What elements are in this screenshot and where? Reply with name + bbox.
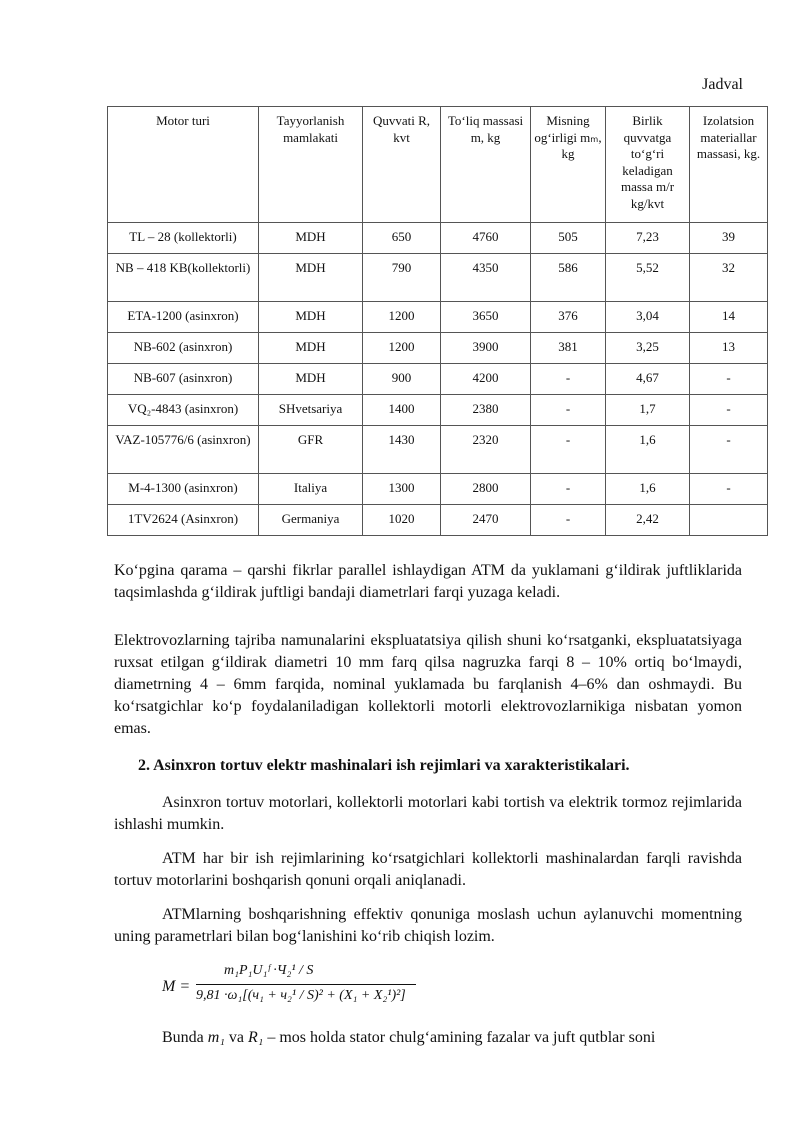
table-cell: - <box>531 364 606 395</box>
symbol-r1: R₁ <box>248 1029 264 1046</box>
table-row <box>108 426 768 474</box>
table-cell: 1020 <box>363 505 441 536</box>
table-cell: 32 <box>690 254 768 302</box>
table-cell: 1200 <box>363 302 441 333</box>
table-row <box>108 333 768 364</box>
table-cell: 1,6 <box>606 474 690 505</box>
table-cell: 1TV2624 (Asinxron) <box>108 505 259 536</box>
formula-numerator: m₁P₁U₁ᶠ ·Ч₂¹ / S <box>224 963 314 978</box>
table-cell: - <box>690 395 768 426</box>
paragraph-1: Ko‘pgina qarama – qarshi fikrlar parallel ishlaydigan ATM da yuklamani g‘ildirak juftliklarida taqsimlashda g‘ildirak juftligi bandaji diametrlari farqi yuzaga keladi. <box>114 562 742 601</box>
table-cell: 1,7 <box>606 395 690 426</box>
table-cell: 2,42 <box>606 505 690 536</box>
table-cell: 4350 <box>441 254 531 302</box>
table-cell: Germaniya <box>259 505 363 536</box>
table-cell: 376 <box>531 302 606 333</box>
paragraph-5: ATMlarning boshqarishning effektiv qonuniga moslash uchun aylanuvchi momentning uning parametrlari bilan bog‘lanishini ko‘rib chiqish lozim. <box>114 906 742 945</box>
table-caption: Jadval <box>702 76 743 93</box>
table-cell: 39 <box>690 223 768 254</box>
table-cell: - <box>531 505 606 536</box>
paragraph-6-prefix: Bunda <box>162 1029 208 1046</box>
table-header-row <box>108 107 768 223</box>
paragraph-4: ATM har bir ish rejimlarining ko‘rsatgichlari kollektorli mashinalardan farqli ravishda tortuv motorlarini boshqarish qonuni orqali aniqlanadi. <box>114 850 742 889</box>
table-row <box>108 395 768 426</box>
header-copper-mass: Misning og‘irligi mₘ, kg <box>531 107 606 223</box>
table-cell: - <box>531 474 606 505</box>
table-cell: 3,25 <box>606 333 690 364</box>
table-cell: 2800 <box>441 474 531 505</box>
table-cell: SHvetsariya <box>259 395 363 426</box>
paragraph-3: Asinxron tortuv motorlari, kollektorli motorlari kabi tortish va elektrik tormoz rejimlarida ishlashi mumkin. <box>114 794 742 833</box>
table-cell: MDH <box>259 254 363 302</box>
formula-denominator: 9,81 ·ω₁[(ч₁ + ч₂¹ / S)² + (X₁ + X₂¹)²] <box>196 988 406 1003</box>
table-cell: 2320 <box>441 426 531 474</box>
table-cell: - <box>690 426 768 474</box>
table-cell: NB-607 (asinxron) <box>108 364 259 395</box>
table-cell: 3650 <box>441 302 531 333</box>
table-row <box>108 364 768 395</box>
table-cell: Italiya <box>259 474 363 505</box>
table-row <box>108 505 768 536</box>
table-row <box>108 254 768 302</box>
paragraph-6-suffix: – mos holda stator chulg‘amining fazalar va juft qutblar soni <box>263 1029 656 1046</box>
header-power: Quvvati R, kvt <box>363 107 441 223</box>
motor-comparison-table <box>107 106 768 536</box>
formula-lhs: M = <box>162 978 191 995</box>
table-cell: 3,04 <box>606 302 690 333</box>
header-insulation-mass: Izolatsion materiallar massasi, kg. <box>690 107 768 223</box>
symbol-m1: m₁ <box>207 1029 225 1046</box>
fraction-bar <box>196 984 416 985</box>
table-cell: MDH <box>259 364 363 395</box>
table-cell: - <box>690 474 768 505</box>
table-cell: 4200 <box>441 364 531 395</box>
table-cell: 5,52 <box>606 254 690 302</box>
table-cell: 2380 <box>441 395 531 426</box>
header-total-mass: To‘liq massasi m, kg <box>441 107 531 223</box>
table-cell <box>690 505 768 536</box>
table-row <box>108 223 768 254</box>
table-cell: TL – 28 (kollektorli) <box>108 223 259 254</box>
table-cell: M-4-1300 (asinxron) <box>108 474 259 505</box>
table-cell: 14 <box>690 302 768 333</box>
paragraph-6-mid: va <box>224 1029 249 1046</box>
table-cell: 1,6 <box>606 426 690 474</box>
table-cell: 13 <box>690 333 768 364</box>
table-cell: NB-602 (asinxron) <box>108 333 259 364</box>
table-cell: MDH <box>259 333 363 364</box>
table-cell: 7,23 <box>606 223 690 254</box>
table-cell: 3900 <box>441 333 531 364</box>
table-cell: ETA-1200 (asinxron) <box>108 302 259 333</box>
table-cell: 4760 <box>441 223 531 254</box>
table-cell: 505 <box>531 223 606 254</box>
section-heading: 2. Asinxron tortuv elektr mashinalari ish rejimlari va xarakteristikalari. <box>138 757 630 774</box>
table-row <box>108 474 768 505</box>
table-cell: NB – 418 KB(kollektorli) <box>108 254 259 302</box>
paragraph-6 <box>114 1027 742 1049</box>
table-cell: 586 <box>531 254 606 302</box>
table-cell: - <box>531 395 606 426</box>
table-cell: 2470 <box>441 505 531 536</box>
table-cell: VQ₂-4843 (asinxron) <box>108 395 259 426</box>
table-cell: 381 <box>531 333 606 364</box>
table-cell: 1200 <box>363 333 441 364</box>
table-cell: 650 <box>363 223 441 254</box>
table-cell: VAZ-105776/6 (asinxron) <box>108 426 259 474</box>
table-cell: GFR <box>259 426 363 474</box>
table-cell: 790 <box>363 254 441 302</box>
header-specific-mass: Birlik quvvatga to‘g‘ri keladigan massa m/r kg/kvt <box>606 107 690 223</box>
header-country: Tayyorlanish mamlakati <box>259 107 363 223</box>
table-cell: MDH <box>259 223 363 254</box>
table-cell: - <box>531 426 606 474</box>
torque-formula <box>162 963 422 1013</box>
table-cell: MDH <box>259 302 363 333</box>
table-cell: 4,67 <box>606 364 690 395</box>
table-cell: 1300 <box>363 474 441 505</box>
table-row <box>108 302 768 333</box>
table-cell: 1430 <box>363 426 441 474</box>
table-cell: 1400 <box>363 395 441 426</box>
header-motor-type: Motor turi <box>108 107 259 223</box>
paragraph-2: Elektrovozlarning tajriba namunalarini ekspluatatsiya qilish shuni ko‘rsatganki, ekspluatatsiyaga ruxsat etilgan g‘ildirak diametri 10 mm farq qilsa nagruzka farqi 8 – 10% ortiq bo‘lmaydi, diametrning 4 – 6mm farqida, nominal yuklamada bu farqlanish 4–6% dan oshmaydi. Bu ko‘rsatgichlar ko‘p foydalaniladigan kollektorli motorli elektrovozlarnikiga nisbatan yomon emas. <box>114 632 742 737</box>
table-cell: 900 <box>363 364 441 395</box>
table-cell: - <box>690 364 768 395</box>
